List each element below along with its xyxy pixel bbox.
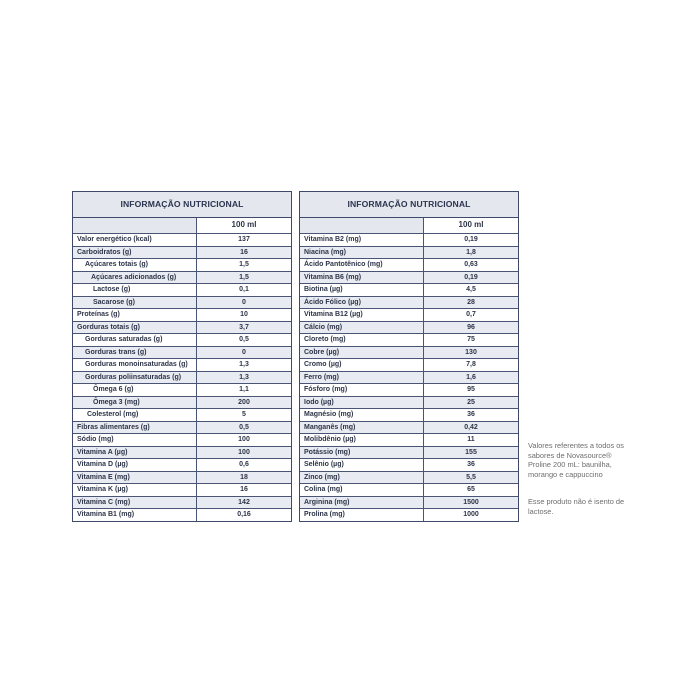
nutrient-value: 7,8 bbox=[466, 361, 476, 368]
nutrient-value: 0 bbox=[242, 298, 246, 306]
nutrient-label: Biotina (µg) bbox=[300, 284, 424, 296]
table-row bbox=[300, 358, 518, 371]
table-row bbox=[300, 396, 518, 409]
table-row bbox=[73, 483, 291, 496]
nutrient-value: 1,5 bbox=[239, 273, 249, 281]
table-row bbox=[300, 408, 518, 421]
table-row bbox=[73, 471, 291, 484]
nutrient-value: 0,5 bbox=[239, 423, 249, 431]
nutrient-label: Gorduras poliinsaturadas (g) bbox=[73, 372, 197, 384]
nutrient-value: 0,63 bbox=[464, 261, 478, 268]
flavors-note: Valores referentes a todos os sabores de Novasource® Proline 200 mL: baunilha, morango e cappuccino bbox=[528, 441, 624, 479]
nutrient-label: Cromo (µg) bbox=[300, 359, 424, 371]
table-row bbox=[73, 371, 291, 384]
nutrient-value: 36 bbox=[467, 461, 475, 468]
nutrient-value: 0,1 bbox=[239, 286, 249, 293]
nutrient-label: Vitamina B6 (mg) bbox=[300, 272, 424, 284]
nutrient-value: 100 bbox=[238, 448, 250, 456]
table-row bbox=[73, 358, 291, 371]
table-row bbox=[73, 308, 291, 321]
nutrient-label: Proteínas (g) bbox=[73, 309, 197, 321]
nutrient-label: Açúcares totais (g) bbox=[73, 259, 197, 271]
table-row bbox=[300, 421, 518, 434]
table-row bbox=[300, 283, 518, 296]
table-row bbox=[73, 246, 291, 259]
table-row bbox=[73, 496, 291, 509]
nutrient-value: 3,7 bbox=[239, 323, 249, 331]
table-row bbox=[300, 246, 518, 259]
table-row bbox=[73, 233, 291, 246]
nutrient-value: 1,1 bbox=[239, 386, 249, 393]
table-row bbox=[73, 296, 291, 309]
nutrient-label: Zinco (mg) bbox=[300, 472, 424, 484]
nutrient-value: 142 bbox=[238, 498, 250, 506]
table-header-row bbox=[300, 218, 518, 233]
nutrient-value: 95 bbox=[467, 386, 475, 393]
table-row bbox=[73, 421, 291, 434]
nutrient-value: 11 bbox=[467, 436, 475, 443]
table-row bbox=[300, 346, 518, 359]
nutrient-label: Vitamina A (µg) bbox=[73, 447, 197, 459]
table-row bbox=[300, 508, 518, 521]
table-row bbox=[73, 396, 291, 409]
table-row bbox=[73, 346, 291, 359]
nutrient-value: 155 bbox=[465, 448, 477, 456]
column-header: 100 ml bbox=[231, 220, 257, 229]
nutrient-value: 100 bbox=[238, 436, 250, 443]
nutrient-value: 0,7 bbox=[466, 311, 476, 318]
nutrient-label: Fósforo (mg) bbox=[300, 384, 424, 396]
table-row bbox=[300, 496, 518, 509]
nutrient-value: 28 bbox=[467, 298, 475, 306]
table-row bbox=[73, 283, 291, 296]
nutrient-value: 1,3 bbox=[239, 373, 249, 381]
nutrient-label: Gorduras saturadas (g) bbox=[73, 334, 197, 346]
nutrient-label: Valor energético (kcal) bbox=[73, 234, 197, 246]
nutrient-label: Ácido Fólico (µg) bbox=[300, 297, 424, 309]
nutrient-value: 1,5 bbox=[239, 261, 249, 268]
nutrient-value: 75 bbox=[467, 336, 475, 343]
nutrient-label: Gorduras monoinsaturadas (g) bbox=[73, 359, 197, 371]
nutrient-label: Colesterol (mg) bbox=[73, 409, 197, 421]
nutrient-label: Vitamina B2 (mg) bbox=[300, 234, 424, 246]
table-row bbox=[300, 383, 518, 396]
table-row bbox=[300, 258, 518, 271]
nutrient-value: 18 bbox=[240, 473, 248, 481]
nutrient-value: 200 bbox=[238, 398, 250, 406]
nutrient-value: 137 bbox=[238, 236, 250, 243]
nutrient-value: 1,3 bbox=[239, 361, 249, 368]
nutrient-label: Ferro (mg) bbox=[300, 372, 424, 384]
nutrient-label: Vitamina B1 (mg) bbox=[73, 509, 197, 521]
nutrient-label: Vitamina E (mg) bbox=[73, 472, 197, 484]
table-row bbox=[300, 296, 518, 309]
nutrient-value: 5 bbox=[242, 411, 246, 418]
nutrient-label: Vitamina D (µg) bbox=[73, 459, 197, 471]
nutrient-value: 0,42 bbox=[464, 423, 478, 431]
table-row bbox=[300, 471, 518, 484]
nutrient-value: 5,5 bbox=[466, 473, 476, 481]
nutrient-label: Vitamina K (µg) bbox=[73, 484, 197, 496]
table-row bbox=[73, 258, 291, 271]
nutrient-label: Gorduras trans (g) bbox=[73, 347, 197, 359]
nutrient-value: 0,5 bbox=[239, 336, 249, 343]
table-row bbox=[73, 271, 291, 284]
table-row bbox=[300, 271, 518, 284]
nutrient-value: 1000 bbox=[463, 511, 479, 518]
nutrient-label: Gorduras totais (g) bbox=[73, 322, 197, 334]
nutrient-label: Magnésio (mg) bbox=[300, 409, 424, 421]
nutrient-label: Niacina (mg) bbox=[300, 247, 424, 259]
column-header: 100 ml bbox=[458, 220, 484, 229]
nutrient-value: 4,5 bbox=[466, 286, 476, 293]
nutrient-value: 10 bbox=[240, 311, 248, 318]
table-row bbox=[300, 433, 518, 446]
lactose-note: Esse produto não é isento de lactose. bbox=[528, 497, 625, 516]
nutrient-value: 36 bbox=[467, 411, 475, 418]
table-row bbox=[300, 483, 518, 496]
nutrient-label: Potássio (mg) bbox=[300, 447, 424, 459]
table-row bbox=[73, 508, 291, 521]
nutrient-label: Fibras alimentares (g) bbox=[73, 422, 197, 434]
table-row bbox=[73, 433, 291, 446]
nutrient-label: Ácido Pantotênico (mg) bbox=[300, 259, 424, 271]
nutrient-label: Molibdênio (µg) bbox=[300, 434, 424, 446]
table-title: INFORMAÇÃO NUTRICIONAL bbox=[73, 192, 291, 218]
table-row bbox=[300, 458, 518, 471]
nutrition-table-left bbox=[72, 191, 292, 522]
nutrient-label: Ômega 3 (mg) bbox=[73, 397, 197, 409]
nutrient-value: 1,8 bbox=[466, 248, 476, 256]
nutrient-value: 0,19 bbox=[464, 273, 478, 281]
table-row bbox=[73, 458, 291, 471]
nutrient-value: 16 bbox=[240, 248, 248, 256]
nutrient-label: Iodo (µg) bbox=[300, 397, 424, 409]
nutrient-label: Colina (mg) bbox=[300, 484, 424, 496]
nutrient-label: Sódio (mg) bbox=[73, 434, 197, 446]
nutrient-label: Arginina (mg) bbox=[300, 497, 424, 509]
nutrient-label: Ômega 6 (g) bbox=[73, 384, 197, 396]
table-row bbox=[73, 408, 291, 421]
nutrient-value: 0,16 bbox=[237, 511, 251, 518]
nutrient-label: Manganês (mg) bbox=[300, 422, 424, 434]
table-row bbox=[300, 333, 518, 346]
nutrient-label: Vitamina C (mg) bbox=[73, 497, 197, 509]
nutrition-table-right bbox=[299, 191, 519, 522]
nutrient-value: 16 bbox=[240, 486, 248, 493]
table-row bbox=[73, 446, 291, 459]
nutrient-label: Cloreto (mg) bbox=[300, 334, 424, 346]
table-row bbox=[73, 333, 291, 346]
nutrient-value: 0,19 bbox=[464, 236, 478, 243]
table-row bbox=[300, 308, 518, 321]
nutrient-label: Açúcares adicionados (g) bbox=[73, 272, 197, 284]
nutrient-value: 96 bbox=[467, 323, 475, 331]
table-row bbox=[300, 321, 518, 334]
nutrient-value: 25 bbox=[467, 398, 475, 406]
nutrient-label: Cobre (µg) bbox=[300, 347, 424, 359]
table-row bbox=[300, 233, 518, 246]
nutrient-value: 0 bbox=[242, 348, 246, 356]
table-row bbox=[300, 371, 518, 384]
nutrient-value: 1,6 bbox=[466, 373, 476, 381]
nutrient-label: Prolina (mg) bbox=[300, 509, 424, 521]
nutrient-value: 0,6 bbox=[239, 461, 249, 468]
nutrient-label: Cálcio (mg) bbox=[300, 322, 424, 334]
nutrient-value: 1500 bbox=[463, 498, 479, 506]
nutrient-label: Sacarose (g) bbox=[73, 297, 197, 309]
table-header-row bbox=[73, 218, 291, 233]
nutrient-label: Selênio (µg) bbox=[300, 459, 424, 471]
nutrient-label: Vitamina B12 (µg) bbox=[300, 309, 424, 321]
nutrient-value: 130 bbox=[465, 348, 477, 356]
table-row bbox=[300, 446, 518, 459]
nutrient-label: Carboidratos (g) bbox=[73, 247, 197, 259]
table-title: INFORMAÇÃO NUTRICIONAL bbox=[300, 192, 518, 218]
nutrient-label: Lactose (g) bbox=[73, 284, 197, 296]
table-row bbox=[73, 321, 291, 334]
nutrient-value: 65 bbox=[467, 486, 475, 493]
table-row bbox=[73, 383, 291, 396]
